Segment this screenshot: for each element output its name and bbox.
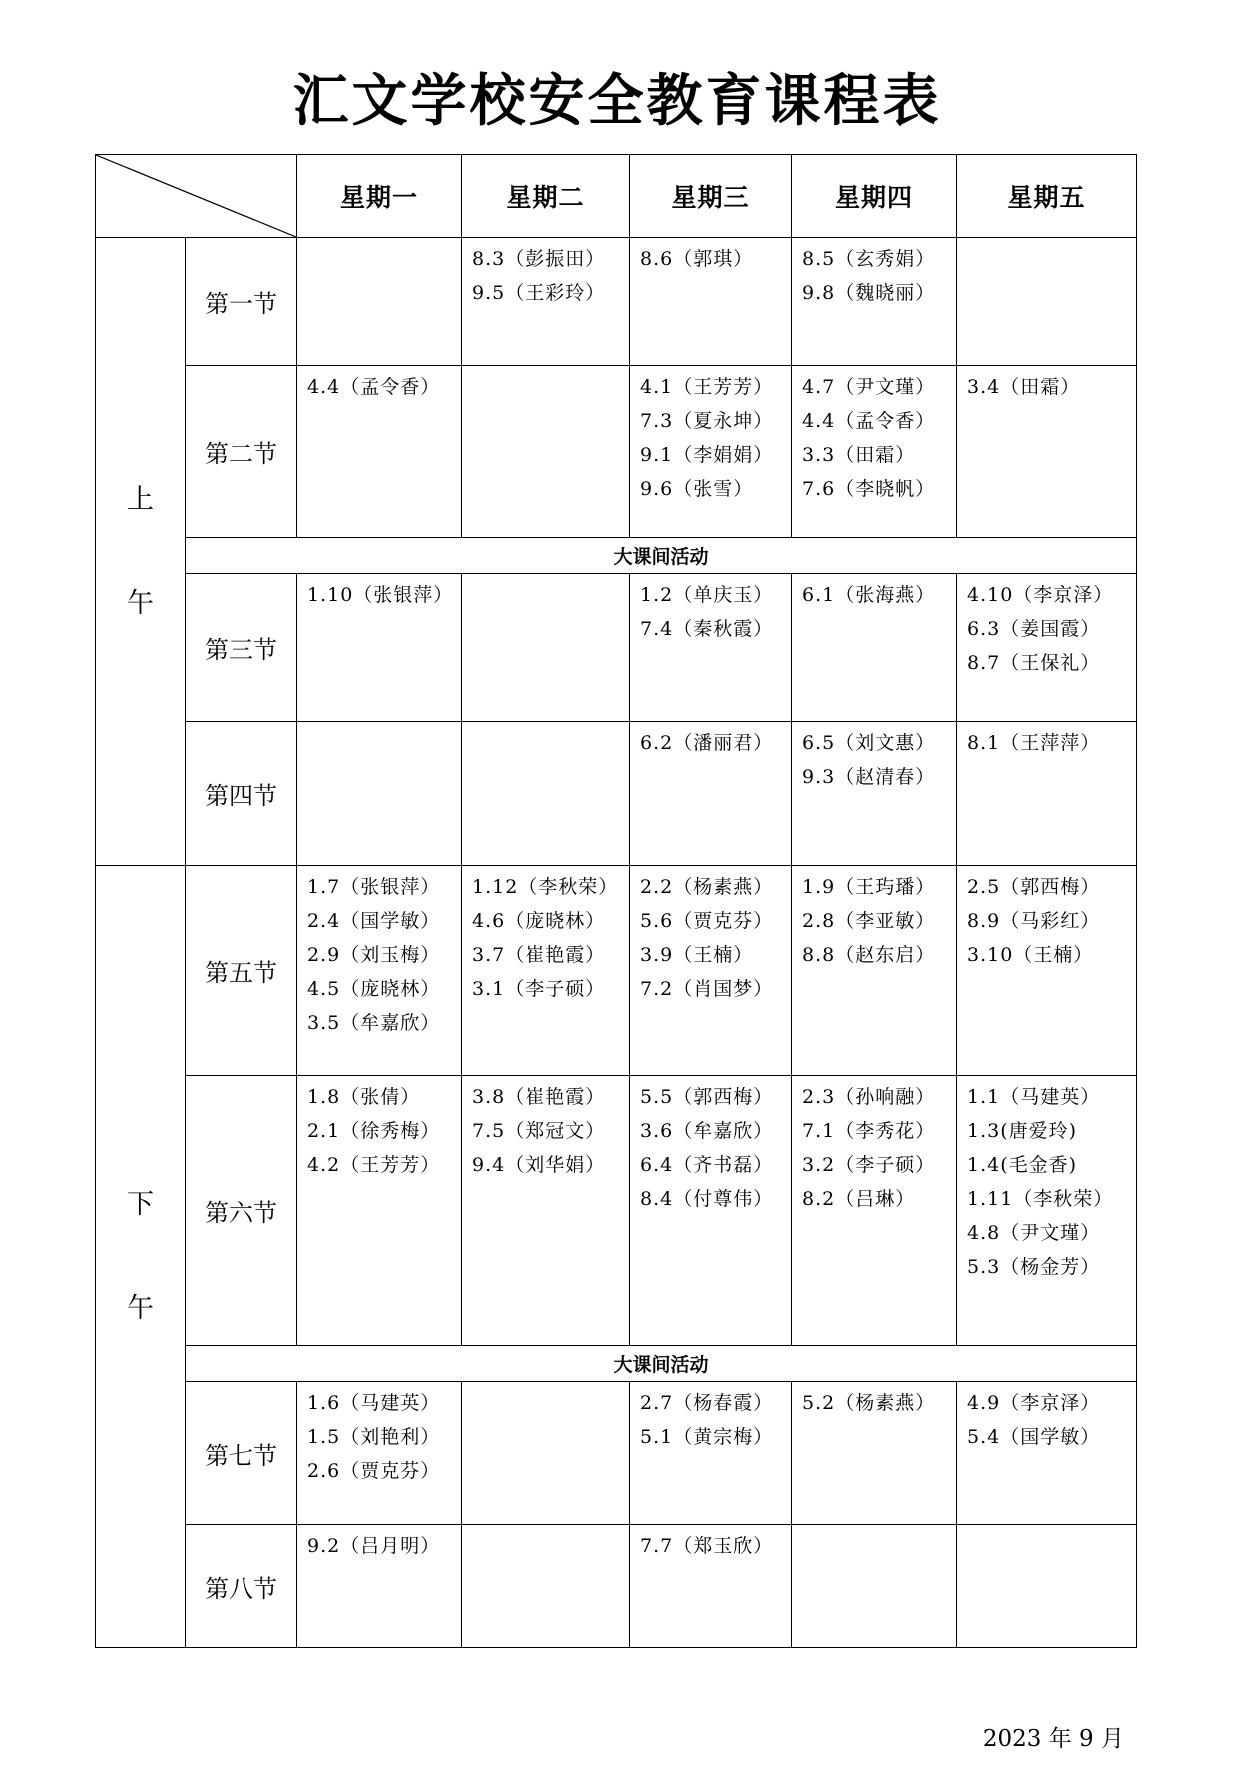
schedule-cell	[462, 722, 630, 866]
schedule-cell	[957, 866, 1137, 1076]
schedule-cell	[957, 1076, 1137, 1346]
schedule-cell	[792, 722, 957, 866]
class-entry: 4.4（孟令香）	[307, 376, 441, 398]
class-entry: 9.2（吕月明）	[307, 1535, 441, 1557]
class-entry: 8.2（吕琳）	[802, 1188, 916, 1210]
class-entry: 7.3（夏永坤）	[640, 410, 774, 432]
class-entry: 2.6（贾克芬）	[307, 1460, 441, 1482]
period-row	[96, 722, 1137, 866]
class-entry: 1.4(毛金香)	[967, 1154, 1078, 1176]
class-entry: 3.6（牟嘉欣）	[640, 1120, 774, 1142]
schedule-cell	[297, 238, 462, 366]
schedule-cell	[630, 1076, 792, 1346]
class-entry: 6.5（刘文惠）	[802, 732, 936, 754]
period-row	[96, 574, 1137, 722]
schedule-cell	[462, 1382, 630, 1525]
day-header: 星期三	[630, 155, 792, 238]
class-entry: 8.3（彭振田）	[472, 248, 606, 270]
schedule-table	[95, 154, 1137, 1648]
class-entry: 4.8（尹文瑾）	[967, 1222, 1101, 1244]
period-label: 第八节	[186, 1525, 297, 1648]
class-entry: 4.1（王芳芳）	[640, 376, 774, 398]
day-header: 星期一	[297, 155, 462, 238]
class-entry: 8.8（赵东启）	[802, 944, 936, 966]
day-header: 星期二	[462, 155, 630, 238]
schedule-cell	[462, 866, 630, 1076]
schedule-cell	[957, 1382, 1137, 1525]
day-header: 星期五	[957, 155, 1137, 238]
class-entry: 8.9（马彩红）	[967, 910, 1101, 932]
period-label: 第一节	[186, 238, 297, 366]
class-entry: 1.11（李秋荣）	[967, 1188, 1114, 1210]
class-entry: 9.6（张雪）	[640, 478, 754, 500]
class-entry: 3.9（王楠）	[640, 944, 754, 966]
schedule-cell	[630, 238, 792, 366]
period-row	[96, 366, 1137, 538]
class-entry: 2.8（李亚敏）	[802, 910, 936, 932]
schedule-cell	[792, 866, 957, 1076]
class-entry: 4.10（李京泽）	[967, 584, 1114, 606]
schedule-cell	[297, 722, 462, 866]
class-entry: 7.1（李秀花）	[802, 1120, 936, 1142]
class-entry: 1.1（马建英）	[967, 1086, 1101, 1108]
class-entry: 9.3（赵清春）	[802, 766, 936, 788]
class-entry: 2.7（杨春霞）	[640, 1392, 774, 1414]
class-entry: 7.5（郑冠文）	[472, 1120, 606, 1142]
class-entry: 6.2（潘丽君）	[640, 732, 774, 754]
class-entry: 7.2（肖国梦）	[640, 978, 774, 1000]
class-entry: 2.1（徐秀梅）	[307, 1120, 441, 1142]
class-entry: 5.3（杨金芳）	[967, 1256, 1101, 1278]
period-label: 第三节	[186, 574, 297, 722]
class-entry: 9.4（刘华娟）	[472, 1154, 606, 1176]
period-row	[96, 1076, 1137, 1346]
break-row	[96, 1346, 1137, 1382]
day-header: 星期四	[792, 155, 957, 238]
schedule-cell	[957, 238, 1137, 366]
schedule-cell	[297, 1525, 462, 1648]
class-entry: 1.8（张倩）	[307, 1086, 421, 1108]
class-entry: 2.9（刘玉梅）	[307, 944, 441, 966]
class-entry: 4.4（孟令香）	[802, 410, 936, 432]
afternoon-label: 下 午	[96, 866, 186, 1648]
schedule-cell	[630, 1525, 792, 1648]
header-row	[96, 155, 1137, 238]
schedule-cell	[792, 366, 957, 538]
class-entry: 8.5（玄秀娟）	[802, 248, 936, 270]
schedule-cell	[792, 574, 957, 722]
page-title: 汇文学校安全教育课程表	[292, 69, 942, 134]
class-entry: 9.8（魏晓丽）	[802, 282, 936, 304]
schedule-cell	[297, 866, 462, 1076]
schedule-cell	[957, 722, 1137, 866]
class-entry: 4.9（李京泽）	[967, 1392, 1101, 1414]
period-row	[96, 866, 1137, 1076]
period-label: 第四节	[186, 722, 297, 866]
class-entry: 1.9（王玙璠）	[802, 876, 936, 898]
period-label: 第五节	[186, 866, 297, 1076]
class-entry: 5.6（贾克芬）	[640, 910, 774, 932]
class-entry: 7.4（秦秋霞）	[640, 618, 774, 640]
corner-diagonal-cell	[96, 155, 297, 238]
class-entry: 4.2（王芳芳）	[307, 1154, 441, 1176]
class-entry: 4.6（庞晓林）	[472, 910, 606, 932]
schedule-cell	[957, 1525, 1137, 1648]
class-entry: 9.5（王彩玲）	[472, 282, 606, 304]
class-entry: 1.2（单庆玉）	[640, 584, 774, 606]
diagonal-line	[96, 155, 296, 237]
class-entry: 3.5（牟嘉欣）	[307, 1012, 441, 1034]
class-entry: 2.4（国学敏）	[307, 910, 441, 932]
morning-label: 上 午	[96, 238, 186, 866]
class-entry: 3.4（田霜）	[967, 376, 1081, 398]
break-label: 大课间活动	[186, 1346, 1137, 1382]
class-entry: 3.2（李子硕）	[802, 1154, 936, 1176]
class-entry: 1.10（张银萍）	[307, 584, 454, 606]
class-entry: 6.4（齐书磊）	[640, 1154, 774, 1176]
schedule-cell	[630, 366, 792, 538]
schedule-cell	[462, 1525, 630, 1648]
class-entry: 8.4（付尊伟）	[640, 1188, 774, 1210]
class-entry: 5.2（杨素燕）	[802, 1392, 936, 1414]
schedule-cell	[957, 574, 1137, 722]
schedule-cell	[957, 366, 1137, 538]
class-entry: 2.2（杨素燕）	[640, 876, 774, 898]
class-entry: 4.5（庞晓林）	[307, 978, 441, 1000]
class-entry: 8.6（郭琪）	[640, 248, 754, 270]
class-entry: 3.7（崔艳霞）	[472, 944, 606, 966]
schedule-cell	[297, 366, 462, 538]
class-entry: 7.7（郑玉欣）	[640, 1535, 774, 1557]
schedule-cell	[630, 574, 792, 722]
schedule-cell	[792, 1382, 957, 1525]
schedule-cell	[462, 1076, 630, 1346]
schedule-cell	[792, 1076, 957, 1346]
period-label: 第七节	[186, 1382, 297, 1525]
schedule-cell	[462, 366, 630, 538]
class-entry: 1.3(唐爱玲)	[967, 1120, 1078, 1142]
period-row	[96, 1525, 1137, 1648]
class-entry: 5.5（郭西梅）	[640, 1086, 774, 1108]
class-entry: 7.6（李晓帆）	[802, 478, 936, 500]
schedule-cell	[297, 1076, 462, 1346]
class-entry: 3.3（田霜）	[802, 444, 916, 466]
break-row	[96, 538, 1137, 574]
schedule-cell	[630, 1382, 792, 1525]
class-entry: 2.5（郭西梅）	[967, 876, 1101, 898]
class-entry: 3.8（崔艳霞）	[472, 1086, 606, 1108]
schedule-cell	[630, 866, 792, 1076]
class-entry: 1.12（李秋荣）	[472, 876, 619, 898]
class-entry: 5.1（黄宗梅）	[640, 1426, 774, 1448]
schedule-cell	[630, 722, 792, 866]
schedule-cell	[792, 238, 957, 366]
class-entry: 3.10（王楠）	[967, 944, 1094, 966]
class-entry: 6.3（姜国霞）	[967, 618, 1101, 640]
class-entry: 1.5（刘艳利）	[307, 1426, 441, 1448]
class-entry: 1.7（张银萍）	[307, 876, 441, 898]
period-label: 第二节	[186, 366, 297, 538]
class-entry: 1.6（马建英）	[307, 1392, 441, 1414]
class-entry: 4.7（尹文瑾）	[802, 376, 936, 398]
class-entry: 6.1（张海燕）	[802, 584, 936, 606]
class-entry: 3.1（李子硕）	[472, 978, 606, 1000]
period-row	[96, 238, 1137, 366]
period-row	[96, 1382, 1137, 1525]
break-label: 大课间活动	[186, 538, 1137, 574]
class-entry: 5.4（国学敏）	[967, 1426, 1101, 1448]
schedule-cell	[297, 574, 462, 722]
schedule-cell	[792, 1525, 957, 1648]
class-entry: 2.3（孙响融）	[802, 1086, 936, 1108]
period-label: 第六节	[186, 1076, 297, 1346]
schedule-cell	[462, 238, 630, 366]
class-entry: 8.7（王保礼）	[967, 652, 1101, 674]
class-entry: 9.1（李娟娟）	[640, 444, 774, 466]
schedule-cell	[462, 574, 630, 722]
class-entry: 8.1（王萍萍）	[967, 732, 1101, 754]
date-footer: 2023 年 9 月	[982, 1726, 1124, 1752]
schedule-cell	[297, 1382, 462, 1525]
